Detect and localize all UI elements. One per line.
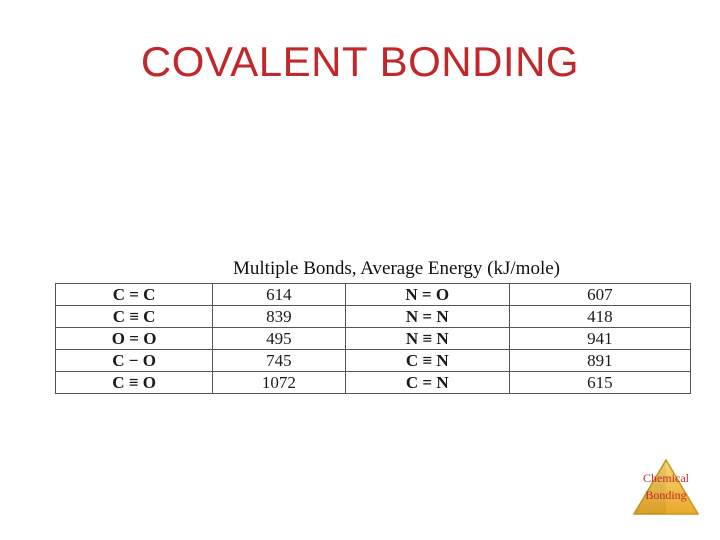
slide-title: COVALENT BONDING bbox=[140, 38, 580, 85]
energy-cell: 1072 bbox=[213, 372, 345, 394]
bond-cell: N = N bbox=[345, 306, 509, 328]
energy-cell: 615 bbox=[509, 372, 690, 394]
table-row bbox=[56, 284, 691, 306]
energy-cell: 418 bbox=[509, 306, 690, 328]
bond-energy-table bbox=[55, 283, 691, 394]
bond-cell: C ≡ O bbox=[56, 372, 213, 394]
bond-cell: C ≡ N bbox=[345, 350, 509, 372]
table-row bbox=[56, 328, 691, 350]
triangle-icon bbox=[632, 458, 700, 516]
bond-cell: C ≡ C bbox=[56, 306, 213, 328]
energy-cell: 941 bbox=[509, 328, 690, 350]
table-row bbox=[56, 372, 691, 394]
logo-line-1: Chemical bbox=[643, 471, 689, 485]
energy-cell: 495 bbox=[213, 328, 345, 350]
table-caption: Multiple Bonds, Average Energy (kJ/mole) bbox=[233, 258, 560, 279]
energy-cell: 607 bbox=[509, 284, 690, 306]
energy-cell: 839 bbox=[213, 306, 345, 328]
energy-cell: 745 bbox=[213, 350, 345, 372]
table-row bbox=[56, 350, 691, 372]
bond-cell: N ≡ N bbox=[345, 328, 509, 350]
bond-cell: N = O bbox=[345, 284, 509, 306]
bond-cell: C = N bbox=[345, 372, 509, 394]
bond-cell: O = O bbox=[56, 328, 213, 350]
chemical-bonding-logo bbox=[632, 458, 700, 516]
table-row bbox=[56, 306, 691, 328]
energy-cell: 891 bbox=[509, 350, 690, 372]
logo-line-2: Bonding bbox=[645, 488, 687, 502]
bond-cell: C − O bbox=[56, 350, 213, 372]
energy-cell: 614 bbox=[213, 284, 345, 306]
bond-cell: C = C bbox=[56, 284, 213, 306]
